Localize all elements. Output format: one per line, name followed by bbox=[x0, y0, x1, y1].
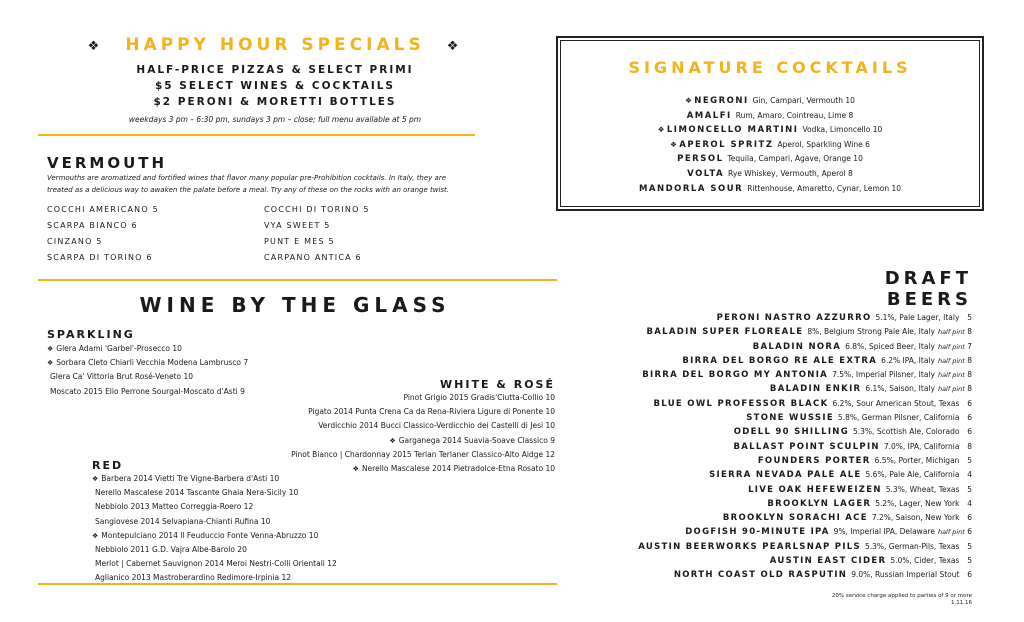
recommended-icon: ❖ bbox=[92, 475, 99, 483]
cocktail-desc: Tequila, Campari, Agave, Orange 10 bbox=[727, 154, 863, 164]
beer-name: AUSTIN EAST CIDER bbox=[769, 556, 887, 567]
divider bbox=[38, 279, 557, 281]
wine-text: Pigato 2014 Punta Crena Ca da Rena-Riviera Ligure di Ponente 10 bbox=[308, 407, 555, 417]
beer-price: 8 bbox=[967, 370, 972, 380]
footer-note bbox=[760, 593, 972, 607]
wine-item bbox=[92, 529, 337, 543]
wine-item bbox=[250, 419, 555, 433]
beer-price: 4 bbox=[967, 470, 972, 480]
sparkling-list bbox=[47, 342, 248, 399]
wine-item bbox=[250, 405, 555, 419]
wine-text: Aglianico 2013 Mastroberardino Redimore-Irpinia 12 bbox=[95, 573, 292, 583]
beer-price: 6 bbox=[967, 527, 972, 537]
vermouth-title: VERMOUTH bbox=[47, 154, 168, 172]
wine-text: Merlot | Cabernet Sauvignon 2014 Meroi Nestri-Colli Orientali 12 bbox=[95, 559, 337, 569]
beer-name: AUSTIN BEERWORKS PEARLSNAP PILS bbox=[638, 541, 861, 552]
beer-name: BALLAST POINT SCULPIN bbox=[733, 441, 880, 452]
beer-desc: 5.3%, German-Pils, Texas bbox=[864, 541, 960, 551]
beer-desc: 5.0%, Cider, Texas bbox=[890, 556, 960, 566]
wine-text: Sangiovese 2014 Selvapiana-Chianti Rufina 10 bbox=[95, 516, 271, 526]
wine-text: Glera Ca' Vittoria Brut Rosé-Veneto 10 bbox=[50, 372, 194, 382]
wine-text: Pinot Grigio 2015 Gradis'Ciutta-Collio 10 bbox=[403, 393, 555, 402]
wine-item bbox=[250, 448, 555, 462]
beer-name: BALADIN ENKIR bbox=[769, 384, 862, 395]
beer-price: 4 bbox=[967, 498, 972, 508]
beer-desc: 6.2%, Sour American Stout, Texas bbox=[832, 398, 960, 408]
beer-desc: 9.0%, Russian Imperial Stout bbox=[851, 570, 960, 580]
recommended-icon: ❖ bbox=[47, 345, 54, 353]
beer-item bbox=[560, 540, 972, 554]
beer-desc: 6.2% IPA, Italy bbox=[881, 355, 935, 365]
vermouth-item: SCARPA DI TORINO 6 bbox=[47, 253, 153, 262]
wine-item bbox=[92, 543, 337, 557]
wine-text: Montepulciano 2014 Il Feuduccio Fonte Venna-Abruzzo 10 bbox=[101, 530, 319, 540]
cocktail-item bbox=[560, 109, 980, 124]
wine-text: Garganega 2014 Suavia-Soave Classico 9 bbox=[398, 435, 555, 445]
recommended-icon: ❖ bbox=[657, 125, 667, 135]
beer-name: BIRRA DEL BORGO RE ALE EXTRA bbox=[682, 355, 878, 366]
beer-price: 5 bbox=[967, 455, 972, 465]
happy-hour-line: $2 PERONI & MORETTI BOTTLES bbox=[153, 96, 397, 108]
beer-item bbox=[560, 425, 972, 439]
beer-price: 5 bbox=[967, 313, 972, 322]
wine-text: Sorbara Cleto Chiarli Vecchia Modena Lambrusco 7 bbox=[56, 358, 249, 368]
beer-desc: 5.3%, Wheat, Texas bbox=[885, 484, 960, 494]
divider bbox=[38, 134, 475, 136]
wine-item bbox=[92, 500, 337, 514]
wine-item bbox=[92, 557, 337, 571]
wine-item bbox=[47, 370, 248, 384]
vermouth-item: COCCHI DI TORINO 5 bbox=[264, 205, 370, 214]
beer-item bbox=[560, 483, 972, 497]
cocktail-desc: Rye Whiskey, Vermouth, Aperol 8 bbox=[728, 168, 853, 178]
cocktail-item bbox=[560, 182, 980, 197]
cocktail-item bbox=[560, 152, 980, 167]
recommended-icon: ❖ bbox=[92, 531, 99, 540]
beer-price: 7 bbox=[967, 341, 972, 351]
beer-item bbox=[560, 468, 972, 482]
wine-text: Nebbiolo 2013 Matteo Correggia-Roero 12 bbox=[95, 502, 254, 512]
wine-text: Barbera 2014 Vietti Tre Vigne-Barbera d'Asti 10 bbox=[101, 474, 280, 483]
wine-text: Nerello Mascalese 2014 Tascante Ghaia Nera-Sicily 10 bbox=[95, 488, 299, 498]
happy-hour-line: $5 SELECT WINES & COCKTAILS bbox=[155, 80, 395, 92]
beer-desc: 8%, Belgium Strong Pale Ale, Italy bbox=[807, 327, 935, 337]
beer-item bbox=[560, 554, 972, 568]
wine-text: Nebbiolo 2011 G.D. Vajra Albe-Barolo 20 bbox=[95, 545, 247, 555]
wine-item bbox=[47, 385, 248, 399]
beer-item bbox=[560, 311, 972, 325]
cocktail-name: NEGRONI bbox=[694, 96, 749, 106]
vermouth-description: Vermouths are aromatized and fortified wines that flavor many popular pre-Prohibition cocktails. In Italy, they are treated as a delicious way to awaken the palate before a meal. Try any of these on the rocks with an orange twist. bbox=[47, 174, 450, 194]
happy-hour-line: HALF-PRICE PIZZAS & SELECT PRIMI bbox=[136, 64, 414, 76]
beer-name: BLUE OWL PROFESSOR BLACK bbox=[653, 398, 829, 409]
beer-price: 8 bbox=[967, 441, 972, 451]
vermouth-item: CARPANO ANTICA 6 bbox=[264, 253, 362, 262]
wine-item bbox=[250, 434, 555, 448]
draft-beers-title bbox=[860, 268, 972, 310]
vermouth-item: VYA SWEET 5 bbox=[264, 221, 331, 230]
wine-item bbox=[92, 515, 337, 529]
beer-price: 5 bbox=[967, 541, 972, 551]
beer-desc: 7.0%, IPA, California bbox=[883, 441, 960, 451]
wine-text: Nerello Mascalese 2014 Pietradolce-Etna Rosato 10 bbox=[361, 464, 555, 474]
cocktail-desc: Rittenhouse, Amaretto, Cynar, Lemon 10 bbox=[747, 183, 902, 193]
beer-item bbox=[560, 440, 972, 454]
beer-name: BALADIN SUPER FLOREALE bbox=[646, 327, 804, 338]
recommended-icon: ❖ bbox=[670, 139, 680, 149]
signature-title: SIGNATURE COCKTAILS bbox=[628, 58, 912, 77]
cocktail-desc: Aperol, Sparkling Wine 6 bbox=[777, 139, 870, 149]
wine-text: Glera Adami 'Garbel'-Prosecco 10 bbox=[56, 344, 182, 353]
beer-name: FOUNDERS PORTER bbox=[757, 455, 871, 466]
beer-desc: 5.6%, Pale Ale, California bbox=[865, 470, 960, 480]
beer-half-pint: half pint bbox=[937, 371, 965, 380]
beer-name: ODELL 90 SHILLING bbox=[733, 427, 849, 438]
wine-item bbox=[47, 356, 248, 370]
beer-half-pint: half pint bbox=[937, 528, 965, 537]
beer-item bbox=[560, 397, 972, 411]
wine-item bbox=[92, 472, 337, 486]
signature-list bbox=[560, 94, 980, 196]
beer-desc: 5.1%, Pale Lager, Italy bbox=[875, 313, 960, 322]
cocktail-item bbox=[560, 138, 980, 153]
beer-desc: 7.2%, Saison, New York bbox=[871, 513, 960, 523]
beer-price: 6 bbox=[967, 413, 972, 423]
cocktail-desc: Vodka, Limoncello 10 bbox=[802, 125, 883, 135]
cocktail-name: MANDORLA SOUR bbox=[638, 183, 744, 194]
wine-item bbox=[92, 486, 337, 500]
vermouth-item: PUNT E MES 5 bbox=[264, 237, 335, 246]
beer-name: SIERRA NEVADA PALE ALE bbox=[709, 470, 862, 481]
beer-name: STONE WUSSIE bbox=[746, 413, 834, 424]
menu-date: 1.11.16 bbox=[951, 600, 972, 606]
beer-price: 8 bbox=[967, 384, 972, 394]
beer-item bbox=[560, 497, 972, 511]
ornament-right-icon: ❖ bbox=[446, 39, 463, 54]
beer-price: 8 bbox=[967, 327, 972, 337]
beer-item bbox=[560, 368, 972, 382]
white-rose-title: WHITE & ROSÉ bbox=[440, 378, 555, 391]
wine-text: Verdicchio 2014 Bucci Classico-Verdicchio dei Castelli di Jesi 10 bbox=[318, 421, 555, 431]
recommended-icon: ❖ bbox=[47, 359, 54, 368]
cocktail-name: LIMONCELLO MARTINI bbox=[666, 125, 799, 136]
beer-list bbox=[560, 311, 972, 583]
happy-hour-title-text: HAPPY HOUR SPECIALS bbox=[125, 35, 425, 55]
wine-item bbox=[250, 391, 555, 405]
wine-title: WINE BY THE GLASS bbox=[139, 293, 451, 317]
red-title: RED bbox=[92, 459, 124, 472]
ornament-left-icon: ❖ bbox=[87, 39, 104, 54]
service-charge-note: 20% service charge applied to parties of 9 or more bbox=[831, 593, 972, 599]
draft-title-line: BEERS bbox=[886, 289, 972, 310]
beer-item bbox=[560, 340, 972, 354]
beer-name: PERONI NASTRO AZZURRO bbox=[716, 313, 872, 323]
beer-price: 6 bbox=[967, 570, 972, 580]
cocktail-desc: Rum, Amaro, Cointreau, Lime 8 bbox=[735, 110, 854, 120]
happy-hour-lines bbox=[40, 62, 510, 110]
beer-half-pint: half pint bbox=[937, 328, 965, 337]
beer-desc: 5.2%, Lager, New York bbox=[875, 498, 960, 508]
sparkling-title: SPARKLING bbox=[47, 328, 135, 341]
beer-desc: 9%, Imperial IPA, Delaware bbox=[833, 527, 935, 537]
beer-desc: 5.8%, German Pilsner, California bbox=[837, 413, 960, 423]
beer-price: 6 bbox=[967, 398, 972, 408]
cocktail-item bbox=[560, 167, 980, 182]
beer-price: 6 bbox=[967, 427, 972, 437]
cocktail-item bbox=[560, 94, 980, 109]
beer-desc: 6.1%, Saison, Italy bbox=[865, 384, 935, 394]
divider bbox=[38, 583, 557, 585]
beer-item bbox=[560, 325, 972, 339]
vermouth-item: CINZANO 5 bbox=[47, 237, 103, 246]
beer-item bbox=[560, 354, 972, 368]
beer-name: LIVE OAK HEFEWEIZEN bbox=[748, 484, 882, 495]
beer-item bbox=[560, 568, 972, 582]
happy-hour-note: weekdays 3 pm – 6:30 pm, sundays 3 pm – close; full menu available at 5 pm bbox=[128, 115, 422, 124]
cocktail-name: AMALFI bbox=[686, 110, 732, 121]
beer-price: 6 bbox=[967, 513, 972, 523]
beer-price: 5 bbox=[967, 556, 972, 566]
vermouth-item: COCCHI AMERICANO 5 bbox=[47, 205, 159, 214]
beer-desc: 5.3%, Scottish Ale, Colorado bbox=[853, 427, 960, 437]
beer-item bbox=[560, 511, 972, 525]
beer-name: NORTH COAST OLD RASPUTIN bbox=[673, 570, 848, 581]
beer-half-pint: half pint bbox=[937, 342, 965, 351]
cocktail-name: APEROL SPRITZ bbox=[679, 139, 774, 150]
beer-name: BALADIN NORA bbox=[752, 341, 842, 352]
wine-text: Pinot Bianco | Chardonnay 2015 Terlan Terlaner Classico-Alto Aidge 12 bbox=[291, 449, 555, 459]
beer-name: DOGFISH 90-MINUTE IPA bbox=[685, 527, 830, 538]
beer-item bbox=[560, 525, 972, 539]
beer-item bbox=[560, 411, 972, 425]
cocktail-name: PERSOL bbox=[677, 154, 724, 165]
happy-hour-title bbox=[40, 35, 510, 55]
recommended-icon: ❖ bbox=[389, 436, 396, 445]
draft-title-line: DRAFT bbox=[884, 268, 972, 289]
recommended-icon: ❖ bbox=[685, 96, 695, 105]
beer-desc: 6.8%, Spiced Beer, Italy bbox=[845, 341, 935, 351]
cocktail-name: VOLTA bbox=[687, 168, 725, 179]
beer-item bbox=[560, 454, 972, 468]
beer-half-pint: half pint bbox=[937, 356, 965, 365]
cocktail-desc: Gin, Campari, Vermouth 10 bbox=[752, 96, 855, 105]
vermouth-item: SCARPA BIANCO 6 bbox=[47, 221, 138, 230]
beer-name: BIRRA DEL BORGO MY ANTONIA bbox=[642, 370, 829, 381]
beer-half-pint: half pint bbox=[937, 385, 965, 394]
beer-price: 8 bbox=[967, 355, 972, 365]
wine-text: Moscato 2015 Elio Perrone Sourgal-Moscato d'Asti 9 bbox=[50, 386, 245, 396]
recommended-icon: ❖ bbox=[352, 465, 359, 474]
beer-desc: 6.5%, Porter, Michigan bbox=[874, 455, 960, 465]
cocktail-item bbox=[560, 123, 980, 138]
wine-item bbox=[47, 342, 248, 356]
beer-name: BROOKLYN SORACHI ACE bbox=[722, 513, 868, 524]
beer-item bbox=[560, 382, 972, 396]
white-rose-list bbox=[250, 391, 555, 476]
beer-price: 5 bbox=[967, 484, 972, 494]
red-list bbox=[92, 472, 337, 586]
beer-name: BROOKLYN LAGER bbox=[767, 498, 872, 509]
beer-desc: 7.5%, Imperial Pilsner, Italy bbox=[832, 370, 935, 380]
